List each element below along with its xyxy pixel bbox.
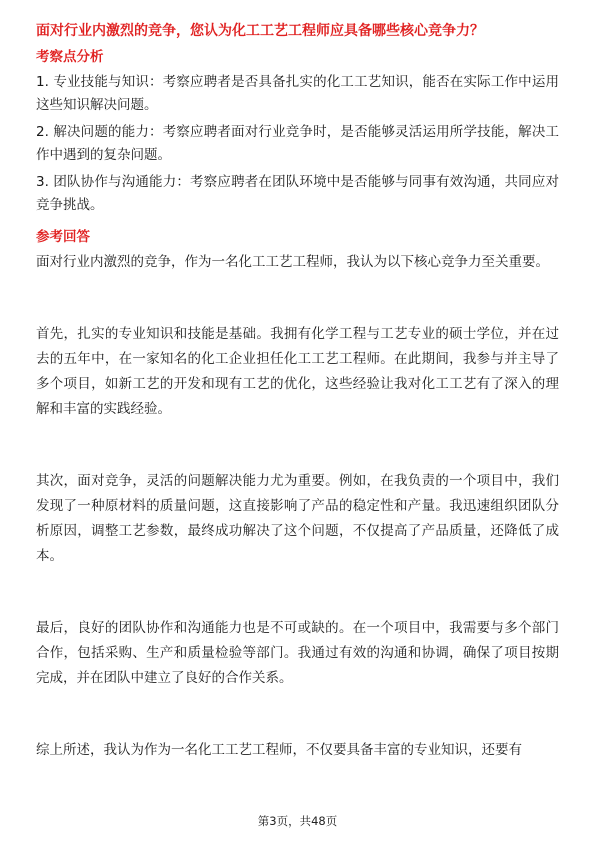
analysis-point: 1. 专业技能与知识：考察应聘者是否具备扎实的化工工艺知识，能否在实际工作中运用这些知识解决问题。 (36, 74, 559, 113)
answer-paragraph: 面对行业内激烈的竞争，作为一名化工工艺工程师，我认为以下核心竞争力至关重要。 (36, 254, 549, 270)
analysis-point: 3. 团队协作与沟通能力：考察应聘者在团队环境中是否能够与同事有效沟通，共同应对竞争挑战。 (36, 174, 559, 213)
answer-paragraph: 最后，良好的团队协作和沟通能力也是不可或缺的。在一个项目中，我需要与多个部门合作，包括采购、生产和质量检验等部门。我通过有效的沟通和协调，确保了项目按期完成，并在团队中建立了良好的合作关系。 (36, 620, 559, 686)
analysis-point: 2. 解决问题的能力：考察应聘者面对行业竞争时，是否能够灵活运用所学技能，解决工作中遇到的复杂问题。 (36, 124, 559, 163)
analysis-title: 考察点分析 (36, 49, 104, 65)
answer-paragraph: 综上所述，我认为作为一名化工工艺工程师，不仅要具备丰富的专业知识，还要有 (36, 742, 522, 758)
answer-paragraph: 首先，扎实的专业知识和技能是基础。我拥有化学工程与工艺专业的硕士学位，并在过去的五年中，在一家知名的化工企业担任化工工艺工程师。在此期间，我参与并主导了多个项目，如新工艺的开发和现有工艺的优化，这些经验让我对化工工艺有了深入的理解和丰富的实践经验。 (36, 326, 559, 417)
question-heading: 面对行业内激烈的竞争，您认为化工工艺工程师应具备哪些核心竞争力？ (36, 23, 484, 39)
document-page (36, 20, 559, 763)
answer-title: 参考回答 (36, 229, 90, 245)
answer-paragraph: 其次，面对竞争，灵活的问题解决能力尤为重要。例如，在我负责的一个项目中，我们发现了一种原材料的质量问题，这直接影响了产品的稳定性和产量。我迅速组织团队分析原因，调整工艺参数，最终成功解决了这个问题，不仅提高了产品质量，还降低了成本。 (36, 473, 559, 564)
page-number: 第3页，共48页 (257, 814, 338, 828)
